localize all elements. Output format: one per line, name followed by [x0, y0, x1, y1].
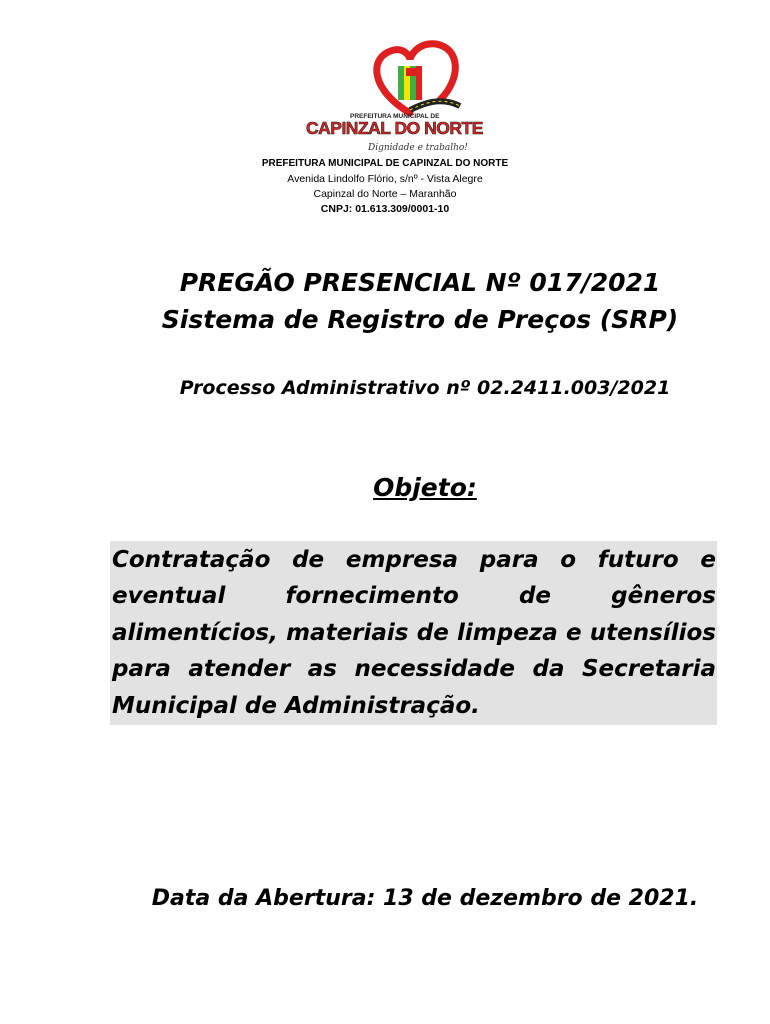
objeto-heading: Objeto:	[373, 473, 477, 502]
org-address: Avenida Lindolfo Flório, s/nº - Vista Alegre	[287, 173, 483, 185]
org-city: Capinzal do Norte – Maranhão	[313, 188, 457, 200]
objeto-description: Contratação de empresa para o futuro e eventual fornecimento de gêneros alimentícios, materiais de limpeza e utensílios para atender as necessidade da Secretaria Municipal de Administração.	[112, 547, 716, 719]
processo-number: Processo Administrativo nº 02.2411.003/2021	[179, 377, 671, 399]
logo-main-text: CAPINZAL DO NORTE	[306, 118, 483, 138]
logo-slogan: Dignidade e trabalho!	[368, 143, 468, 153]
org-name: PREFEITURA MUNICIPAL DE CAPINZAL DO NORTE	[261, 158, 509, 169]
document-subtitle: Sistema de Registro de Preços (SRP)	[161, 305, 679, 334]
municipality-logo	[290, 38, 530, 156]
logo-small-text: PREFEITURA MUNICIPAL DE	[350, 113, 440, 120]
document-title: PREGÃO PRESENCIAL Nº 017/2021	[179, 268, 661, 297]
opening-date: Data da Abertura: 13 de dezembro de 2021.	[151, 886, 699, 911]
org-cnpj: CNPJ: 01.613.309/0001-10	[320, 203, 450, 215]
